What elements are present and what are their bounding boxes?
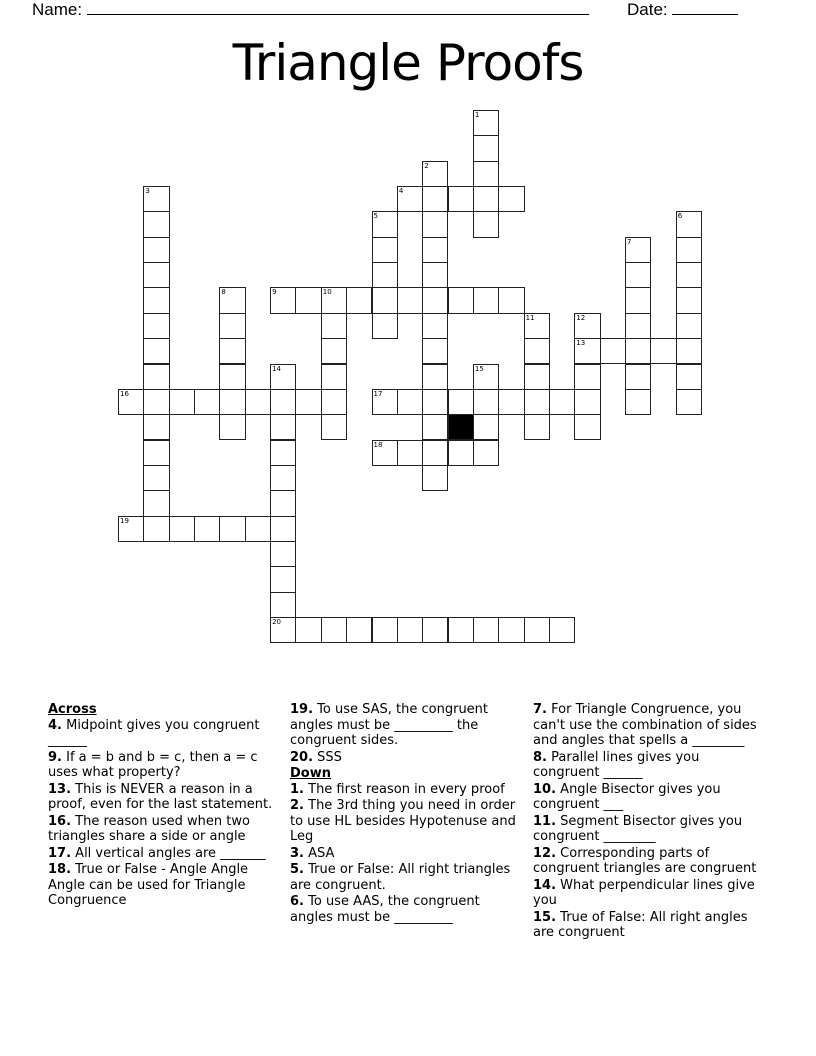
clues-column-3 xyxy=(533,702,765,942)
grid-cell[interactable] xyxy=(448,287,474,313)
clue xyxy=(290,862,522,893)
grid-cell[interactable] xyxy=(143,237,169,263)
grid-cell[interactable] xyxy=(397,186,423,212)
cell-number: 6 xyxy=(677,212,683,221)
grid-cell[interactable] xyxy=(676,338,702,364)
grid-cell[interactable] xyxy=(473,364,499,390)
grid-cell[interactable] xyxy=(473,389,499,415)
grid-cell[interactable] xyxy=(169,389,195,415)
grid-cell[interactable] xyxy=(194,389,220,415)
grid-cell[interactable] xyxy=(321,313,347,339)
grid-cell[interactable] xyxy=(574,364,600,390)
cell-number: 9 xyxy=(272,288,277,297)
grid-cell[interactable] xyxy=(549,617,575,643)
grid-cell[interactable] xyxy=(422,389,448,415)
grid-cell[interactable] xyxy=(270,440,296,466)
grid-cell[interactable] xyxy=(270,592,296,618)
grid-cell[interactable] xyxy=(143,338,169,364)
clue xyxy=(290,798,522,845)
grid-cell[interactable] xyxy=(448,186,474,212)
clue xyxy=(533,846,765,877)
cell-number: 12 xyxy=(576,313,586,322)
grid-cell[interactable] xyxy=(143,440,169,466)
clue xyxy=(533,878,765,909)
grid-cell[interactable] xyxy=(372,313,398,339)
grid-cell[interactable] xyxy=(625,364,651,390)
grid-cell[interactable] xyxy=(270,414,296,440)
clue-text: The 3rd thing you need in order to use HL besides Hypotenuse and Leg xyxy=(290,798,516,844)
clue xyxy=(290,782,522,798)
clue xyxy=(48,862,280,909)
grid-cell[interactable] xyxy=(422,313,448,339)
cell-number: 4 xyxy=(398,187,404,196)
cell-number: 13 xyxy=(576,339,586,348)
grid-cell[interactable] xyxy=(574,414,600,440)
cell-number: 17 xyxy=(373,389,383,398)
grid-cell[interactable] xyxy=(321,414,347,440)
grid-cell[interactable] xyxy=(422,287,448,313)
clue-text: The first reason in every proof xyxy=(308,781,505,797)
clue-text: For Triangle Congruence, you can't use the combination of sides and angles that spells a ________ xyxy=(533,702,757,748)
grid-cell[interactable] xyxy=(473,186,499,212)
clue-text: True of False: All right angles are congruent xyxy=(533,909,748,940)
clue-number: 20. xyxy=(290,749,314,765)
grid-cell[interactable] xyxy=(372,617,398,643)
grid-cell[interactable] xyxy=(245,389,271,415)
grid-cell[interactable] xyxy=(245,516,271,542)
grid-cell[interactable] xyxy=(270,541,296,567)
clue-number: 3. xyxy=(290,845,304,861)
grid-cell[interactable] xyxy=(524,389,550,415)
clue-text: To use AAS, the congruent angles must be _________ xyxy=(290,894,480,925)
clue-number: 18. xyxy=(48,862,72,877)
grid-cell[interactable] xyxy=(270,364,296,390)
grid-cell[interactable] xyxy=(498,389,524,415)
clue-text: True or False - Angle Angle Angle can be used for Triangle Congruence xyxy=(48,862,249,908)
grid-cell[interactable] xyxy=(143,364,169,390)
grid-cell[interactable] xyxy=(625,262,651,288)
grid-cell[interactable] xyxy=(676,287,702,313)
grid-cell[interactable] xyxy=(676,262,702,288)
grid-cell[interactable] xyxy=(143,490,169,516)
black-cell xyxy=(448,414,474,440)
clue-number: 6. xyxy=(290,894,304,909)
cell-number: 2 xyxy=(424,161,429,170)
grid-cell[interactable] xyxy=(372,237,398,263)
grid-cell[interactable] xyxy=(346,617,372,643)
grid-cell[interactable] xyxy=(372,211,398,237)
grid-cell[interactable] xyxy=(321,389,347,415)
clue xyxy=(290,846,522,862)
grid-cell[interactable] xyxy=(143,389,169,415)
clue xyxy=(48,782,280,813)
grid-cell[interactable] xyxy=(397,389,423,415)
clue-number: 9. xyxy=(48,749,62,765)
grid-cell[interactable] xyxy=(448,440,474,466)
clue xyxy=(533,814,765,845)
grid-cell[interactable] xyxy=(422,465,448,491)
grid-cell[interactable] xyxy=(676,211,702,237)
grid-cell[interactable] xyxy=(397,440,423,466)
cell-number: 16 xyxy=(120,389,129,398)
grid-cell[interactable] xyxy=(574,313,600,339)
grid-cell[interactable] xyxy=(524,313,550,339)
grid-cell[interactable] xyxy=(625,389,651,415)
grid-cell[interactable] xyxy=(118,516,144,542)
clue-number: 7. xyxy=(533,702,547,717)
clue-number: 11. xyxy=(533,813,557,829)
clue xyxy=(290,702,522,749)
grid-cell[interactable] xyxy=(524,338,550,364)
grid-cell[interactable] xyxy=(422,161,448,187)
grid-cell[interactable] xyxy=(321,617,347,643)
page-title: Triangle Proofs xyxy=(232,34,584,92)
grid-cell[interactable] xyxy=(448,617,474,643)
grid-cell[interactable] xyxy=(524,414,550,440)
cell-number: 7 xyxy=(627,237,632,246)
cell-number: 8 xyxy=(221,288,226,297)
clue-text: This is NEVER a reason in a proof, even for the last statement. xyxy=(48,781,273,812)
cell-number: 18 xyxy=(373,440,383,449)
date-label: Date: xyxy=(627,0,668,19)
grid-cell[interactable] xyxy=(524,617,550,643)
clue xyxy=(48,718,280,749)
clue-number: 14. xyxy=(533,877,557,893)
grid-cell[interactable] xyxy=(321,338,347,364)
grid-cell[interactable] xyxy=(169,516,195,542)
grid-cell[interactable] xyxy=(270,389,296,415)
clue-number: 13. xyxy=(48,781,72,797)
cell-number: 14 xyxy=(272,364,282,373)
clue xyxy=(48,814,280,845)
grid-cell[interactable] xyxy=(422,617,448,643)
grid-cell[interactable] xyxy=(650,338,676,364)
clue-number: 16. xyxy=(48,813,72,829)
clue-number: 8. xyxy=(533,749,547,765)
grid-cell[interactable] xyxy=(295,287,321,313)
clues-column-1 xyxy=(48,702,280,910)
grid-cell[interactable] xyxy=(372,389,398,415)
grid-cell[interactable] xyxy=(422,237,448,263)
grid-cell[interactable] xyxy=(625,237,651,263)
grid-cell[interactable] xyxy=(448,389,474,415)
clue-number: 1. xyxy=(290,781,304,797)
grid-cell[interactable] xyxy=(422,211,448,237)
grid-cell[interactable] xyxy=(118,389,144,415)
grid-cell[interactable] xyxy=(194,516,220,542)
clue xyxy=(48,750,280,781)
clue-text: SSS xyxy=(317,749,342,765)
grid-cell[interactable] xyxy=(549,389,575,415)
grid-cell[interactable] xyxy=(498,617,524,643)
grid-cell[interactable] xyxy=(219,389,245,415)
clue-text: To use SAS, the congruent angles must be _________ the congruent sides. xyxy=(290,702,489,748)
clue-text: True or False: All right triangles are congruent. xyxy=(290,862,511,893)
grid-cell[interactable] xyxy=(473,287,499,313)
clue xyxy=(533,702,765,749)
grid-cell[interactable] xyxy=(676,389,702,415)
grid-cell[interactable] xyxy=(143,287,169,313)
grid-cell[interactable] xyxy=(321,364,347,390)
clue xyxy=(533,910,765,941)
grid-cell[interactable] xyxy=(574,389,600,415)
cell-number: 1 xyxy=(474,111,480,119)
grid-cell[interactable] xyxy=(600,338,626,364)
clue-number: 15. xyxy=(533,909,557,925)
grid-cell[interactable] xyxy=(143,211,169,237)
grid-cell[interactable] xyxy=(372,287,398,313)
grid-cell[interactable] xyxy=(422,186,448,212)
grid-cell[interactable] xyxy=(676,313,702,339)
grid-cell[interactable] xyxy=(625,287,651,313)
clue xyxy=(290,750,522,766)
clue xyxy=(533,750,765,781)
clue-text: What perpendicular lines give you xyxy=(533,877,755,908)
grid-cell[interactable] xyxy=(143,186,169,212)
grid-cell[interactable] xyxy=(295,617,321,643)
clue-number: 10. xyxy=(533,781,557,797)
grid-cell[interactable] xyxy=(219,516,245,542)
grid-cell[interactable] xyxy=(422,262,448,288)
clues-column-2 xyxy=(290,702,522,926)
clue-number: 5. xyxy=(290,862,304,877)
grid-cell[interactable] xyxy=(346,287,372,313)
clue-text: ASA xyxy=(308,845,335,861)
clue-number: 2. xyxy=(290,798,304,813)
grid-cell[interactable] xyxy=(422,414,448,440)
grid-cell[interactable] xyxy=(219,338,245,364)
grid-cell[interactable] xyxy=(270,287,296,313)
cell-number: 3 xyxy=(145,187,150,196)
cell-number: 5 xyxy=(373,212,378,221)
grid-cell[interactable] xyxy=(270,490,296,516)
grid-cell[interactable] xyxy=(524,364,550,390)
name-label: Name: xyxy=(32,0,83,19)
clue-text: All vertical angles are _______ xyxy=(75,845,266,861)
clue-text: Segment Bisector gives you congruent ________ xyxy=(533,813,743,844)
grid-cell[interactable] xyxy=(473,414,499,440)
grid-cell[interactable] xyxy=(574,338,600,364)
grid-cell[interactable] xyxy=(397,287,423,313)
cell-number: 19 xyxy=(120,516,129,525)
grid-cell[interactable] xyxy=(498,287,524,313)
grid-cell[interactable] xyxy=(143,414,169,440)
grid-cell[interactable] xyxy=(219,414,245,440)
clue xyxy=(48,846,280,862)
clue-number: 17. xyxy=(48,845,72,861)
grid-cell[interactable] xyxy=(270,566,296,592)
clue xyxy=(290,894,522,925)
grid-cell[interactable] xyxy=(473,110,499,136)
grid-cell[interactable] xyxy=(143,465,169,491)
clue xyxy=(533,782,765,813)
clue-text: Midpoint gives you congruent ______ xyxy=(48,717,260,748)
clue-number: 4. xyxy=(48,717,62,733)
grid-cell[interactable] xyxy=(422,338,448,364)
clue-text: The reason used when two triangles share a side or angle xyxy=(48,813,250,844)
grid-cell[interactable] xyxy=(676,364,702,390)
clue-text: If a = b and b = c, then a = c uses what property? xyxy=(48,749,258,780)
grid-cell[interactable] xyxy=(473,211,499,237)
grid-cell[interactable] xyxy=(625,313,651,339)
cell-number: 10 xyxy=(322,288,332,297)
across-heading: Across xyxy=(48,702,97,717)
grid-cell[interactable] xyxy=(143,262,169,288)
grid-cell[interactable] xyxy=(372,440,398,466)
cell-number: 11 xyxy=(525,313,535,322)
grid-cell[interactable] xyxy=(372,262,398,288)
grid-cell[interactable] xyxy=(143,516,169,542)
grid-cell[interactable] xyxy=(473,617,499,643)
grid-cell[interactable] xyxy=(397,617,423,643)
cell-number: 20 xyxy=(272,618,282,626)
grid-cell[interactable] xyxy=(143,313,169,339)
grid-cell[interactable] xyxy=(473,135,499,161)
grid-cell[interactable] xyxy=(295,389,321,415)
grid-cell[interactable] xyxy=(625,338,651,364)
grid-cell[interactable] xyxy=(270,516,296,542)
clue-text: Corresponding parts of congruent triangles are congruent xyxy=(533,845,757,876)
grid-cell[interactable] xyxy=(422,364,448,390)
clue-number: 19. xyxy=(290,702,314,717)
grid-cell[interactable] xyxy=(270,617,296,643)
cell-number: 15 xyxy=(474,364,484,373)
clue-number: 12. xyxy=(533,845,557,861)
grid-cell[interactable] xyxy=(321,287,347,313)
grid-cell[interactable] xyxy=(219,364,245,390)
grid-cell[interactable] xyxy=(473,440,499,466)
grid-cell[interactable] xyxy=(219,287,245,313)
grid-cell[interactable] xyxy=(498,186,524,212)
grid-cell[interactable] xyxy=(473,161,499,187)
clue-text: Parallel lines gives you congruent ______ xyxy=(533,749,700,780)
grid-cell[interactable] xyxy=(219,313,245,339)
grid-cell[interactable] xyxy=(676,237,702,263)
clue-text: Angle Bisector gives you congruent ___ xyxy=(533,781,721,812)
down-heading: Down xyxy=(290,766,331,781)
grid-cell[interactable] xyxy=(270,465,296,491)
grid-cell[interactable] xyxy=(422,440,448,466)
